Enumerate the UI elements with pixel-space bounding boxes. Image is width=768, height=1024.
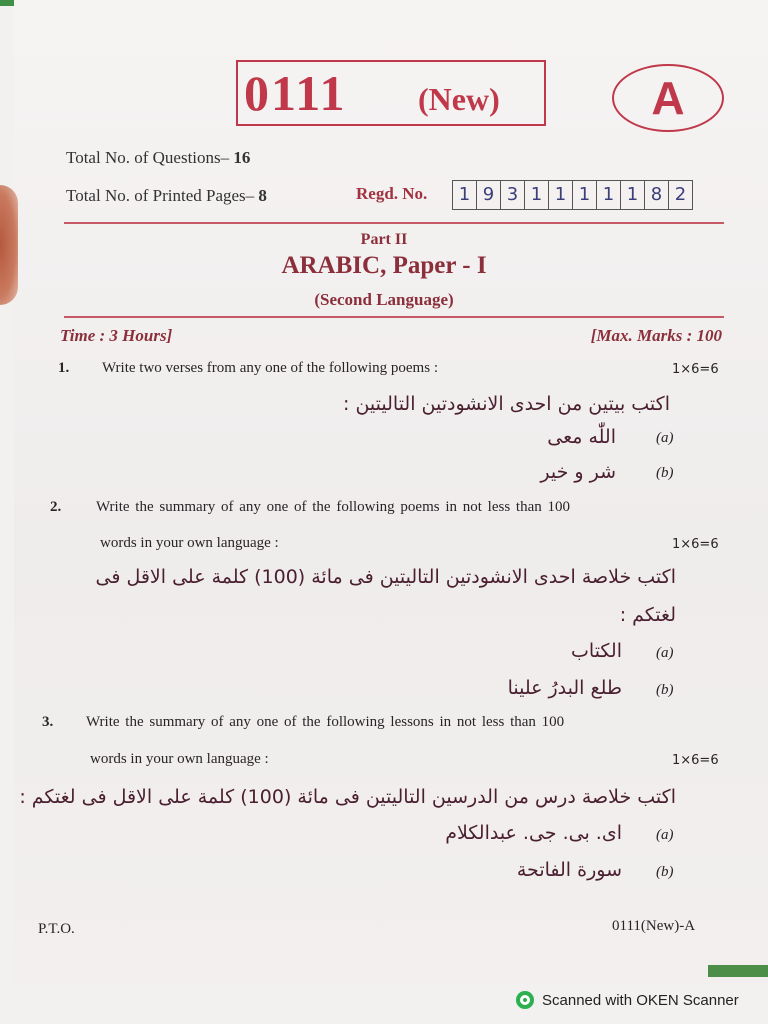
paper-code-suffix: (New) (418, 81, 500, 117)
series-oval: A (612, 64, 724, 132)
regd-digit: 1 (453, 181, 477, 209)
question-3-marks: 1×6=6 (672, 753, 719, 768)
question-3-text-cont: words in your own language : (90, 751, 269, 767)
question-2-text-cont: words in your own language : (100, 535, 279, 551)
regd-number-boxes (452, 180, 693, 210)
max-marks: [Max. Marks : 100 (590, 326, 722, 345)
option-label: (b) (656, 465, 674, 481)
question-1-arabic: اكتب بيتين من احدى الانشودتين التاليتين : (343, 393, 670, 415)
regd-digit: 1 (573, 181, 597, 209)
question-1-marks: 1×6=6 (672, 362, 719, 377)
scanner-logo-icon (516, 991, 534, 1009)
subject-title: ARABIC, Paper - I (281, 252, 487, 279)
question-number: 3. (42, 714, 54, 730)
regd-digit: 1 (549, 181, 573, 209)
option-text: شر و خير (540, 461, 616, 483)
total-pages-value: 8 (258, 186, 267, 205)
option-text: سورة الفاتحة (516, 859, 622, 881)
question-2-marks: 1×6=6 (672, 537, 719, 552)
regd-digit: 1 (597, 181, 621, 209)
time-limit: Time : 3 Hours] (60, 326, 173, 345)
regd-digit: 1 (525, 181, 549, 209)
pto-label: P.T.O. (38, 921, 75, 937)
divider-top (64, 222, 724, 224)
total-pages-label: Total No. of Printed Pages– (66, 186, 255, 205)
total-questions (66, 148, 250, 168)
regd-digit: 8 (645, 181, 669, 209)
question-2-arabic: اكتب خلاصة احدى الانشودتين التاليتين فى مائة (100) كلمة على الاقل فى (95, 566, 676, 588)
scanner-text: Scanned with OKEN Scanner (542, 991, 739, 1009)
total-pages (66, 186, 267, 206)
paper-code-box (236, 60, 546, 126)
option-text: الكتاب (571, 640, 622, 662)
total-questions-label: Total No. of Questions– (66, 148, 230, 167)
regd-digit: 3 (501, 181, 525, 209)
green-edge-bottom-right (708, 965, 768, 977)
option-label: (a) (656, 430, 674, 446)
question-2-arabic-cont: لغتكم : (619, 604, 676, 626)
regd-digit: 1 (621, 181, 645, 209)
divider-title (64, 316, 724, 318)
regd-digit: 9 (477, 181, 501, 209)
question-2-text: Write the summary of any one of the following poems in not less than 100 (96, 499, 570, 515)
option-label: (a) (656, 827, 674, 843)
option-text: طلع البدرُ علينا (507, 677, 622, 699)
paper-code-number: 0111 (244, 65, 347, 121)
option-text: اللّٰه معى (547, 426, 616, 448)
regd-label: Regd. No. (356, 184, 428, 203)
language-subtitle: (Second Language) (314, 290, 454, 309)
scanner-watermark (516, 990, 739, 1010)
footer-code: 0111(New)-A (612, 918, 696, 934)
question-number: 1. (58, 360, 70, 376)
option-label: (b) (656, 864, 674, 880)
part-heading: Part II (360, 231, 408, 248)
question-1-text: Write two verses from any one of the following poems : (102, 360, 438, 376)
option-label: (a) (656, 645, 674, 661)
question-3-arabic: اكتب خلاصة درس من الدرسين التاليتين فى مائة (100) كلمة على الاقل فى لغتكم : (19, 786, 676, 808)
option-text: اى. بى. جى. عبدالكلام (445, 822, 622, 844)
question-number: 2. (50, 499, 62, 515)
total-questions-value: 16 (233, 148, 251, 167)
option-label: (b) (656, 682, 674, 698)
question-3-text: Write the summary of any one of the following lessons in not less than 100 (86, 714, 565, 730)
regd-digit: 2 (674, 184, 687, 205)
